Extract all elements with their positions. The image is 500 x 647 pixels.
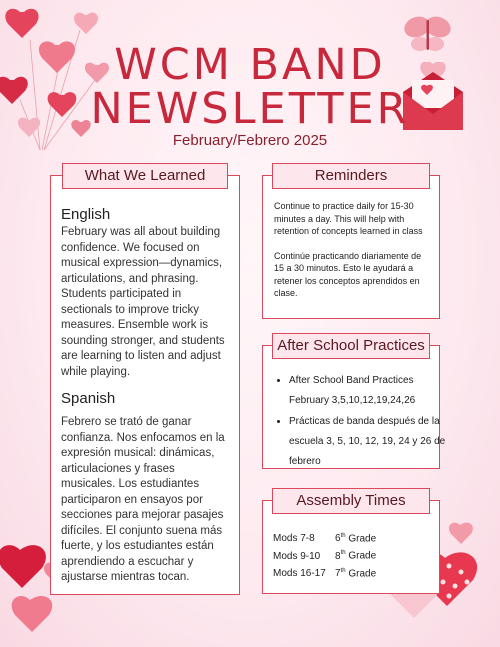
after-school-heading: After School Practices [272, 333, 430, 359]
reminders-panel [262, 175, 440, 319]
assembly-grade-num: 6 [335, 533, 341, 545]
practice-item: • Prácticas de banda después de la escuela 3, 5, 10, 12, 19, 24 y 26 de febrero [289, 412, 449, 472]
assembly-row [273, 546, 376, 563]
assembly-mods: Mods 16-17 [273, 567, 326, 579]
assembly-grade-sup: th [340, 550, 346, 557]
assembly-row [273, 529, 376, 546]
spanish-title: Spanish [61, 390, 116, 407]
assembly-panel [262, 500, 440, 594]
assembly-grade-sup: th [340, 567, 346, 574]
reminder-english: Continue to practice daily for 15-30 minutes a day. This will help with retention of concepts learned in class [274, 201, 423, 236]
after-school-panel [262, 345, 446, 469]
spanish-body: Febrero se trató de ganar confianza. Nos enfocamos en la expresión musical: dinámicas, articulaciones y frases musicales. Los estudiantes participaron en ensayos por secciones para mejorar pasajes difíciles. El conjunto suena más fuerte, y los estudiantes están aprendiendo a escuchar y ajustarse mientras tocan. [61, 416, 225, 583]
assembly-grade-num: 8 [335, 550, 341, 562]
english-body: February was all about building confidence. We focused on musical expression—dynamics, articulations, and phrasing. Students participated in sectionals to improve tricky measures. Ensemble work is sounding stronger, and students are learning to listen and adjust while playing. [61, 226, 225, 378]
assembly-grade-num: 7 [335, 567, 341, 579]
assembly-mods: Mods 7-8 [273, 533, 315, 545]
assembly-grade-word: Grade [348, 567, 377, 579]
assembly-grade-sup: th [340, 533, 346, 539]
learned-panel [50, 175, 240, 595]
title-line-1: WCM BAND [114, 40, 386, 90]
reminder-spanish: Continúe practicando diariamente de 15 a 30 minutos. Esto le ayudará a retener los conceptos aprendidos en clase. [274, 250, 422, 298]
reminders-heading: Reminders [272, 163, 430, 189]
title-line-2: NEWSLETTER [90, 84, 410, 134]
assembly-row [273, 564, 376, 581]
english-title: English [61, 206, 111, 223]
practice-item: • After School Band Practices February 3,5,10,12,19,24,26 [289, 371, 449, 411]
assembly-grade-word: Grade [348, 550, 377, 562]
assembly-heading: Assembly Times [272, 488, 430, 514]
issue-date: February/Febrero 2025 [172, 132, 328, 149]
assembly-mods: Mods 9-10 [273, 550, 321, 562]
learned-heading: What We Learned [62, 163, 228, 189]
assembly-grade-word: Grade [348, 533, 377, 545]
